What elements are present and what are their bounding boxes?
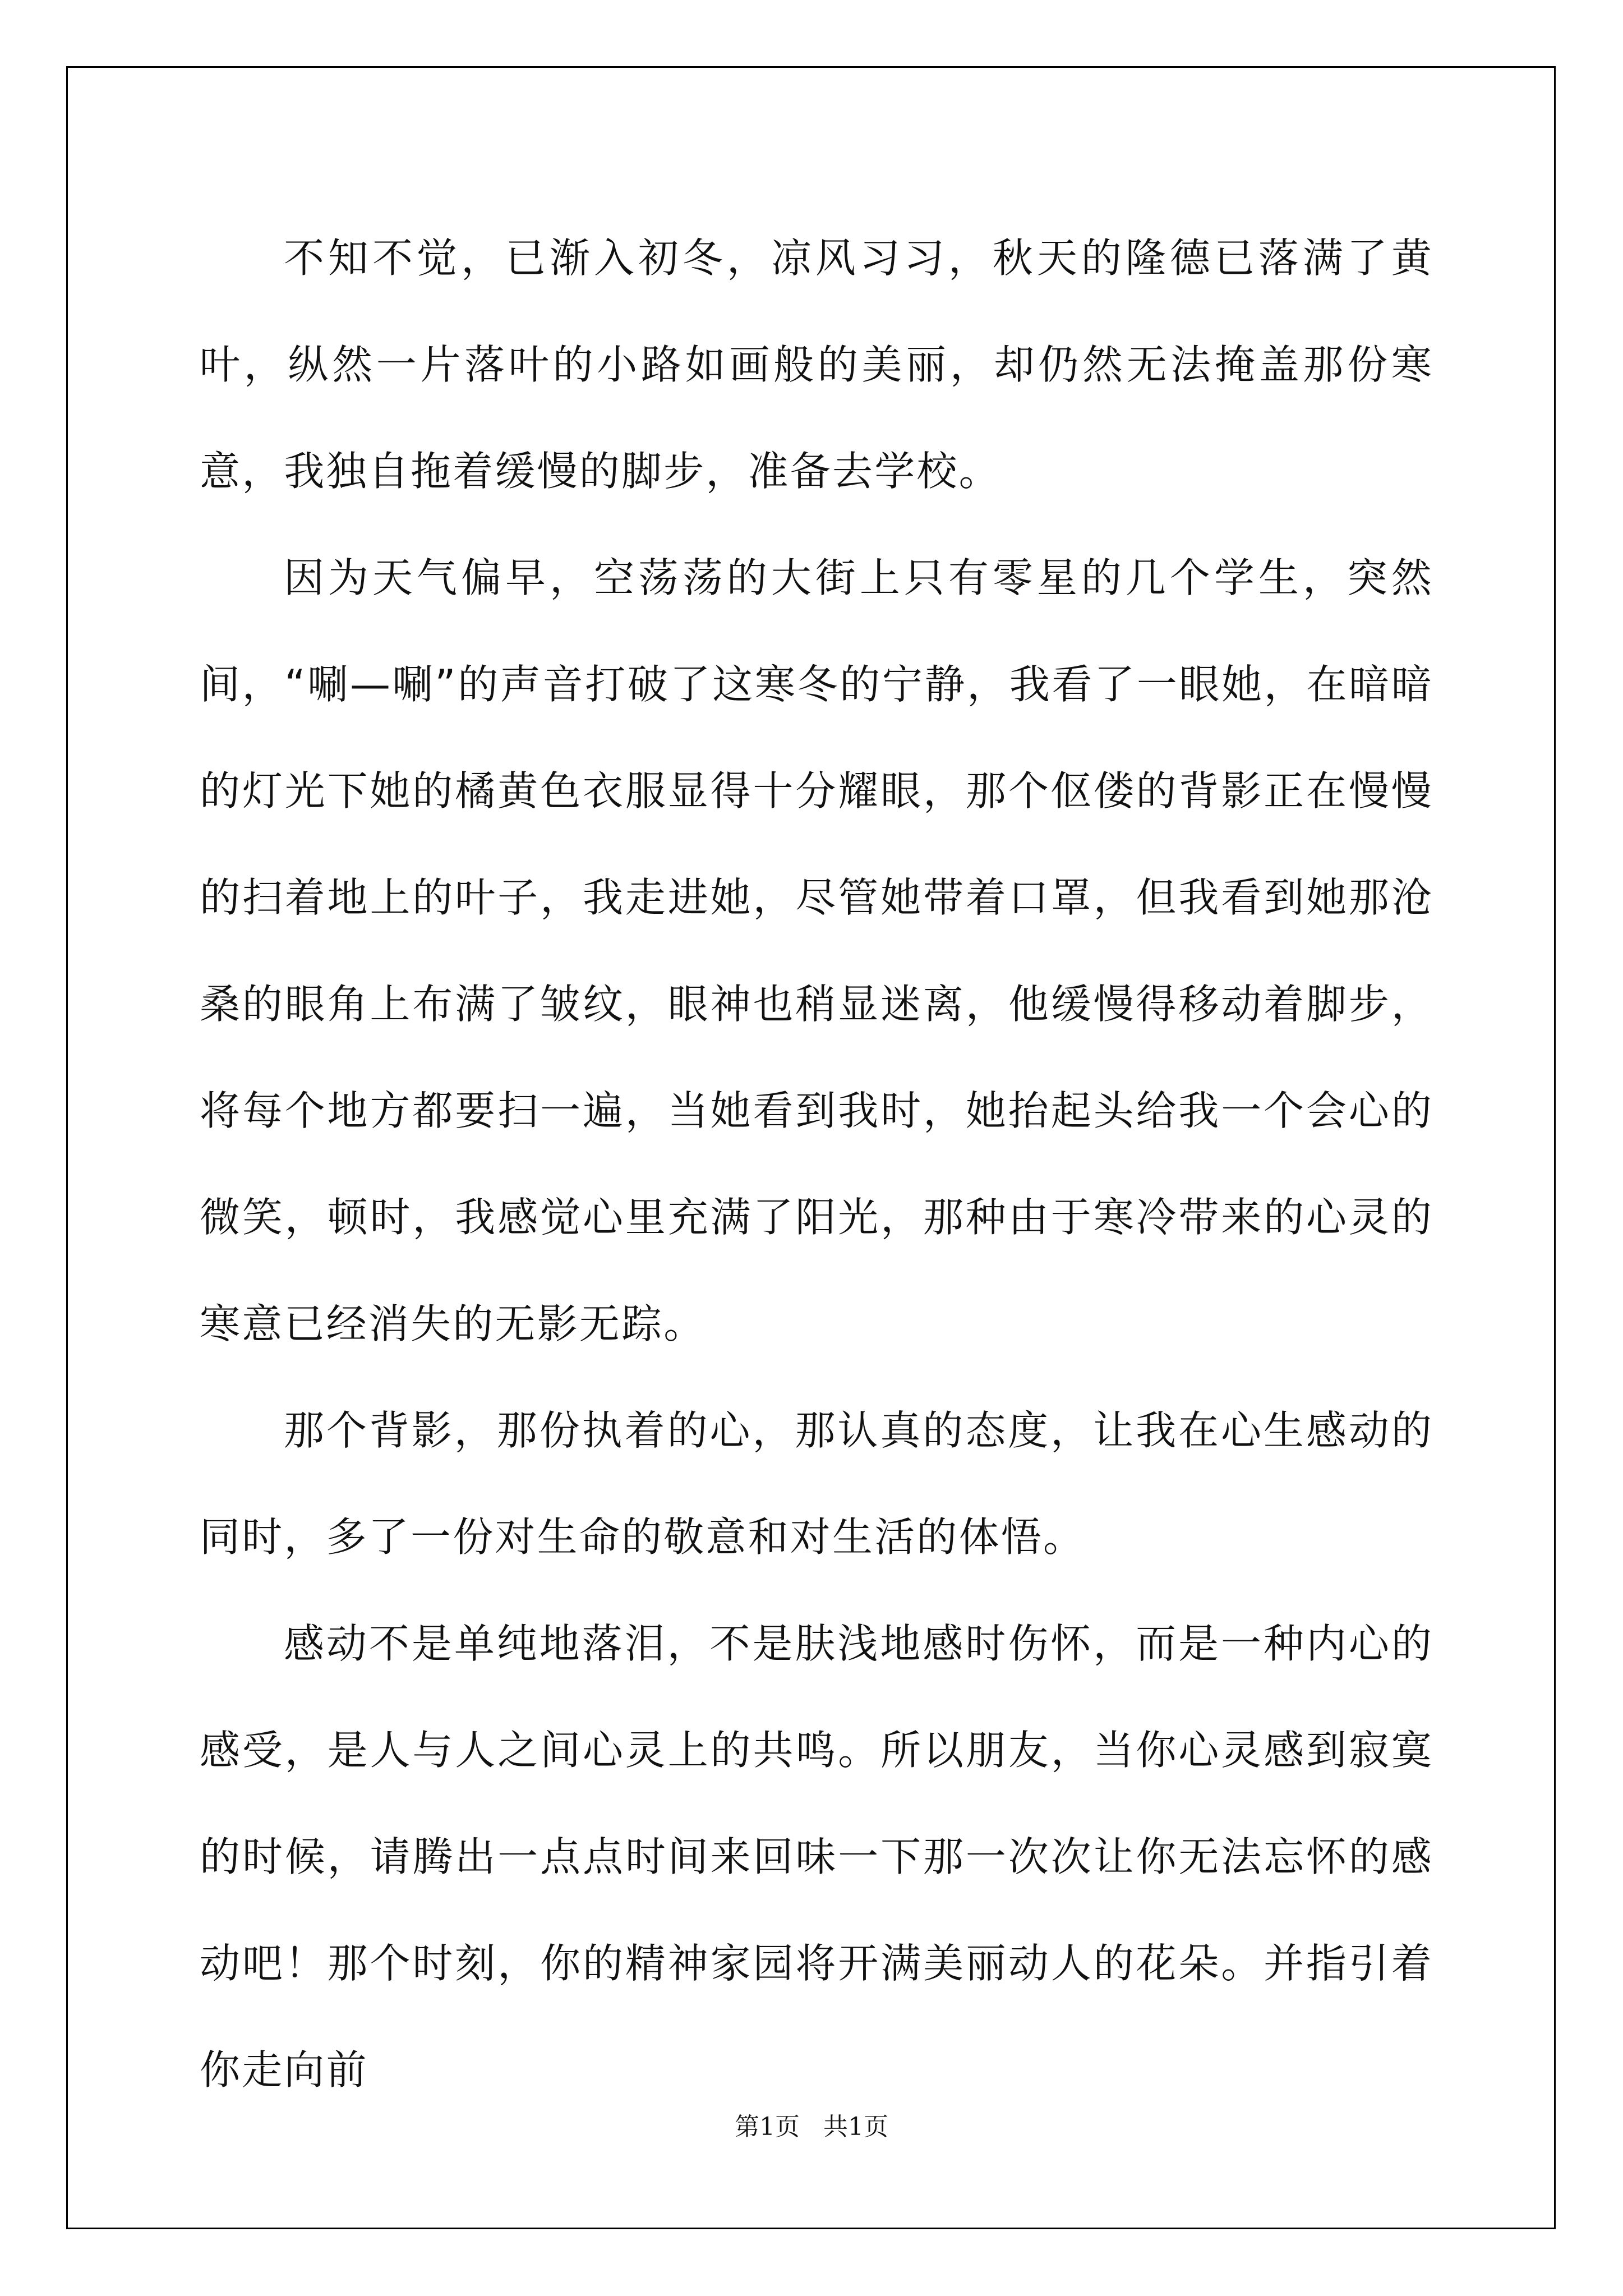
paragraph-1: 不知不觉，已渐入初冬，凉风习习，秋天的隆德已落满了黄叶，纵然一片落叶的小路如画般的美丽，却仍然无法掩盖那份寒意，我独自拖着缓慢的脚步，准备去学校。 (200, 234, 1433, 495)
paragraph-3: 那个背影，那份执着的心，那认真的态度，让我在心生感动的同时，多了一份对生命的敬意和对生活的体悟。 (200, 1407, 1433, 1561)
page-number-footer: 第1页 共1页 (735, 2113, 888, 2141)
paragraph-4: 感动不是单纯地落泪，不是肤浅地感时伤怀，而是一种内心的感受，是人与人之间心灵上的共鸣。所以朋友，当你心灵感到寂寞的时候，请腾出一点点时间来回味一下那一次次让你无法忘怀的感动吧！那个时刻，你的精神家园将开满美丽动人的花朵。并指引着你走向前 (200, 1620, 1433, 2093)
document-body (200, 205, 1433, 2123)
paragraph-2: 因为天气偏早，空荡荡的大街上只有零星的几个学生，突然间，“唰—唰”的声音打破了这寒冬的宁静，我看了一眼她，在暗暗的灯光下她的橘黄色衣服显得十分耀眼，那个伛偻的背影正在慢慢的扫着地上的叶子，我走进她，尽管她带着口罩，但我看到她那沧桑的眼角上布满了皱纹，眼神也稍显迷离，他缓慢得移动着脚步，将每个地方都要扫一遍，当她看到我时，她抬起头给我一个会心的微笑，顿时，我感觉心里充满了阳光，那种由于寒冷带来的心灵的寒意已经消失的无影无踪。 (200, 554, 1433, 1347)
